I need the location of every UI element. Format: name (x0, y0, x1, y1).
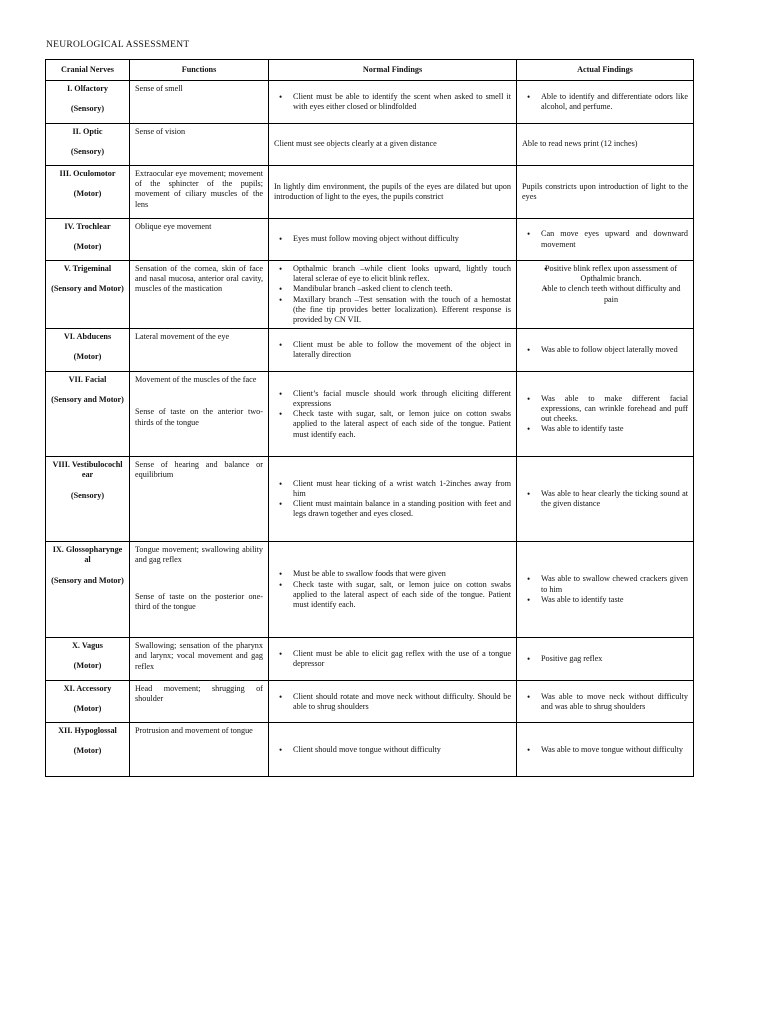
nerve-cell (46, 81, 130, 124)
functions-cell (130, 372, 269, 457)
nerve-type: (Motor) (73, 242, 102, 252)
nerve-cell (46, 219, 130, 261)
actual-findings-cell (517, 638, 694, 681)
actual-findings-cell (517, 372, 694, 457)
table-row (46, 457, 694, 542)
function-text: Sense of taste on the posterior one-third of the tongue (135, 591, 263, 611)
nerve-name: XII. Hypoglossal (58, 726, 117, 736)
nerve-name: IV. Trochlear (64, 222, 111, 231)
function-text: Oblique eye movement (135, 222, 212, 231)
normal-finding-item: • Client must be able to follow the movement of the object in laterally direction (274, 340, 511, 360)
actual-findings-cell (517, 124, 694, 166)
function-text: Protrusion and movement of tongue (135, 726, 253, 736)
functions-cell (130, 457, 269, 542)
actual-finding-item: • Positive gag reflex (522, 654, 688, 664)
nerve-type: (Sensory and Motor) (51, 395, 124, 405)
normal-finding-item: • Must be able to swallow foods that were given (274, 569, 511, 579)
normal-finding-item: • Check taste with sugar, salt, or lemon juice on cotton swabs applied to the lateral aspect of each side of the tongue. Patient must identify each. (274, 409, 511, 440)
nerve-type: (Sensory) (70, 490, 105, 500)
actual-finding-item: • Was able to move neck without difficulty and was able to shrug shoulders (522, 692, 688, 712)
functions-cell (130, 542, 269, 638)
normal-finding-item: • Maxillary branch –Test sensation with the touch of a hemostat (the fine tip provides better localization). Efferent response is provided by CN VII. (274, 295, 511, 326)
header-actual-findings: Actual Findings (517, 60, 694, 81)
nerve-name: I. Olfactory (67, 84, 108, 93)
functions-cell (130, 219, 269, 261)
normal-findings-cell (269, 542, 517, 638)
nerve-name: IX. Glossopharyngeal (52, 545, 123, 565)
nerve-type: (Motor) (73, 189, 102, 199)
actual-finding-item: • Was able to make different facial expressions, can wrinkle forehead and puff out cheeks. (522, 394, 688, 425)
document-title: NEUROLOGICAL ASSESSMENT (46, 40, 190, 50)
function-text: Lateral movement of the eye (135, 332, 230, 342)
normal-findings-cell (269, 723, 517, 777)
nerve-name: III. Oculomotor (59, 169, 116, 178)
table-row (46, 372, 694, 457)
nerve-name: V. Trigeminal (63, 264, 112, 273)
table-row (46, 723, 694, 777)
nerve-name: VI. Abducens (63, 332, 112, 342)
nerve-cell (46, 261, 130, 329)
nerve-type: (Motor) (73, 704, 102, 714)
actual-findings-cell (517, 329, 694, 372)
nerve-cell (46, 372, 130, 457)
nerve-type: (Motor) (73, 352, 102, 362)
functions-cell (130, 329, 269, 372)
function-text: Sense of hearing and balance or equilibrium (135, 460, 263, 480)
function-text: Sense of smell (135, 84, 183, 93)
normal-findings-cell (269, 166, 517, 219)
normal-findings-cell (269, 681, 517, 723)
actual-findings-cell (517, 261, 694, 329)
function-text: Sensation of the cornea, skin of face and nasal mucosa, anterior oral cavity, muscles of the mastication (135, 264, 263, 294)
table-row (46, 681, 694, 723)
normal-findings-cell (269, 219, 517, 261)
header-cranial-nerves: Cranial Nerves (46, 60, 130, 81)
nerve-cell (46, 638, 130, 681)
normal-finding-item: • Client must hear ticking of a wrist watch 1-2inches away from him (274, 479, 511, 499)
function-text: Tongue movement; swallowing ability and gag reflex (135, 545, 263, 565)
nerve-type: (Sensory and Motor) (51, 575, 124, 585)
functions-cell (130, 723, 269, 777)
normal-finding-item: • Opthalmic branch –while client looks upward, lightly touch lateral sclerae of eye to elicit blink reflex. (274, 264, 511, 284)
header-normal-findings: Normal Findings (269, 60, 517, 81)
table-row (46, 81, 694, 124)
normal-finding-text: In lightly dim environment, the pupils of the eyes are dilated but upon introduction of light to the eyes, the pupils constrict (274, 181, 511, 201)
functions-cell (130, 681, 269, 723)
functions-cell (130, 166, 269, 219)
nerve-cell (46, 681, 130, 723)
nerve-type: (Sensory and Motor) (51, 284, 124, 294)
table-row (46, 329, 694, 372)
nerve-name: XI. Accessory (63, 684, 112, 694)
functions-cell (130, 261, 269, 329)
actual-findings-cell (517, 166, 694, 219)
table-row (46, 542, 694, 638)
normal-finding-item: • Check taste with sugar, salt, or lemon juice on cotton swabs applied to the lateral aspect of each side of the tongue. Patient must identify each. (274, 580, 511, 611)
normal-finding-item: • Client should rotate and move neck without difficulty. Should be able to shrug shoulders (274, 692, 511, 712)
normal-findings-cell (269, 638, 517, 681)
normal-findings-cell (269, 81, 517, 124)
normal-findings-cell (269, 329, 517, 372)
functions-cell (130, 81, 269, 124)
normal-findings-cell (269, 372, 517, 457)
function-text: Movement of the muscles of the face (135, 375, 257, 385)
nerve-name: II. Optic (72, 127, 103, 136)
normal-finding-item: • Client must maintain balance in a standing position with feet and legs drawn together and eyes closed. (274, 499, 511, 519)
nerve-type: (Motor) (73, 661, 102, 671)
header-functions: Functions (130, 60, 269, 81)
nerve-cell (46, 166, 130, 219)
nerve-cell (46, 329, 130, 372)
table-row (46, 124, 694, 166)
function-text: Swallowing; sensation of the pharynx and larynx; vocal movement and gag reflex (135, 641, 263, 671)
header-row (46, 60, 694, 81)
actual-findings-cell (517, 542, 694, 638)
actual-finding-text: Able to read news print (12 inches) (522, 139, 638, 149)
normal-finding-item: • Client should move tongue without difficulty (274, 745, 511, 755)
actual-finding-item: • Positive blink reflex upon assessment of Opthalmic branch. (522, 264, 688, 284)
nerve-type: (Sensory) (70, 104, 105, 114)
table-row (46, 219, 694, 261)
nerve-type: (Sensory) (70, 147, 105, 157)
actual-finding-item: • Was able to hear clearly the ticking sound at the given distance (522, 489, 688, 509)
function-text: Sense of taste on the anterior two-thirds of the tongue (135, 407, 263, 427)
nerve-name: X. Vagus (72, 641, 103, 651)
nerve-cell (46, 124, 130, 166)
normal-findings-cell (269, 261, 517, 329)
nerve-name: VII. Facial (68, 375, 107, 385)
actual-findings-cell (517, 681, 694, 723)
normal-finding-item: • Client must be able to identify the scent when asked to smell it with eyes either closed or blindfolded (274, 92, 511, 112)
function-text: Sense of vision (135, 127, 186, 136)
actual-finding-item: • Able to clench teeth without difficulty and pain (522, 284, 688, 304)
function-text: Head movement; shrugging of shoulder (135, 684, 263, 704)
normal-finding-item: • Eyes must follow moving object without difficulty (274, 234, 511, 244)
table-row (46, 166, 694, 219)
actual-finding-text: Pupils constricts upon introduction of light to the eyes (522, 181, 688, 201)
actual-finding-item: • Was able to identify taste (522, 595, 688, 605)
normal-finding-item: • Mandibular branch –asked client to clench teeth. (274, 284, 511, 294)
nerve-type: (Motor) (73, 746, 102, 756)
normal-finding-item: • Client’s facial muscle should work through eliciting different expressions (274, 389, 511, 409)
normal-finding-text: Client must see objects clearly at a given distance (274, 139, 437, 149)
normal-findings-cell (269, 457, 517, 542)
assessment-table (45, 59, 694, 777)
normal-findings-cell (269, 124, 517, 166)
functions-cell (130, 124, 269, 166)
normal-finding-item: • Client must be able to elicit gag reflex with the use of a tongue depressor (274, 649, 511, 669)
table-row (46, 638, 694, 681)
function-text: Extraocular eye movement; movement of the sphincter of the pupils; movement of ciliary muscles of the lens (135, 169, 263, 209)
nerve-cell (46, 723, 130, 777)
nerve-name: VIII. Vestibulocochlear (52, 460, 123, 480)
actual-findings-cell (517, 457, 694, 542)
table-row (46, 261, 694, 329)
actual-finding-item: • Was able to identify taste (522, 424, 688, 434)
nerve-cell (46, 457, 130, 542)
actual-findings-cell (517, 81, 694, 124)
nerve-cell (46, 542, 130, 638)
actual-finding-item: • Able to identify and differentiate odors like alcohol, and perfume. (522, 92, 688, 112)
actual-finding-item: • Can move eyes upward and downward movement (522, 229, 688, 249)
actual-findings-cell (517, 219, 694, 261)
actual-finding-item: • Was able to move tongue without difficulty (522, 745, 688, 755)
functions-cell (130, 638, 269, 681)
actual-finding-item: • Was able to follow object laterally moved (522, 345, 688, 355)
actual-finding-item: • Was able to swallow chewed crackers given to him (522, 574, 688, 594)
actual-findings-cell (517, 723, 694, 777)
